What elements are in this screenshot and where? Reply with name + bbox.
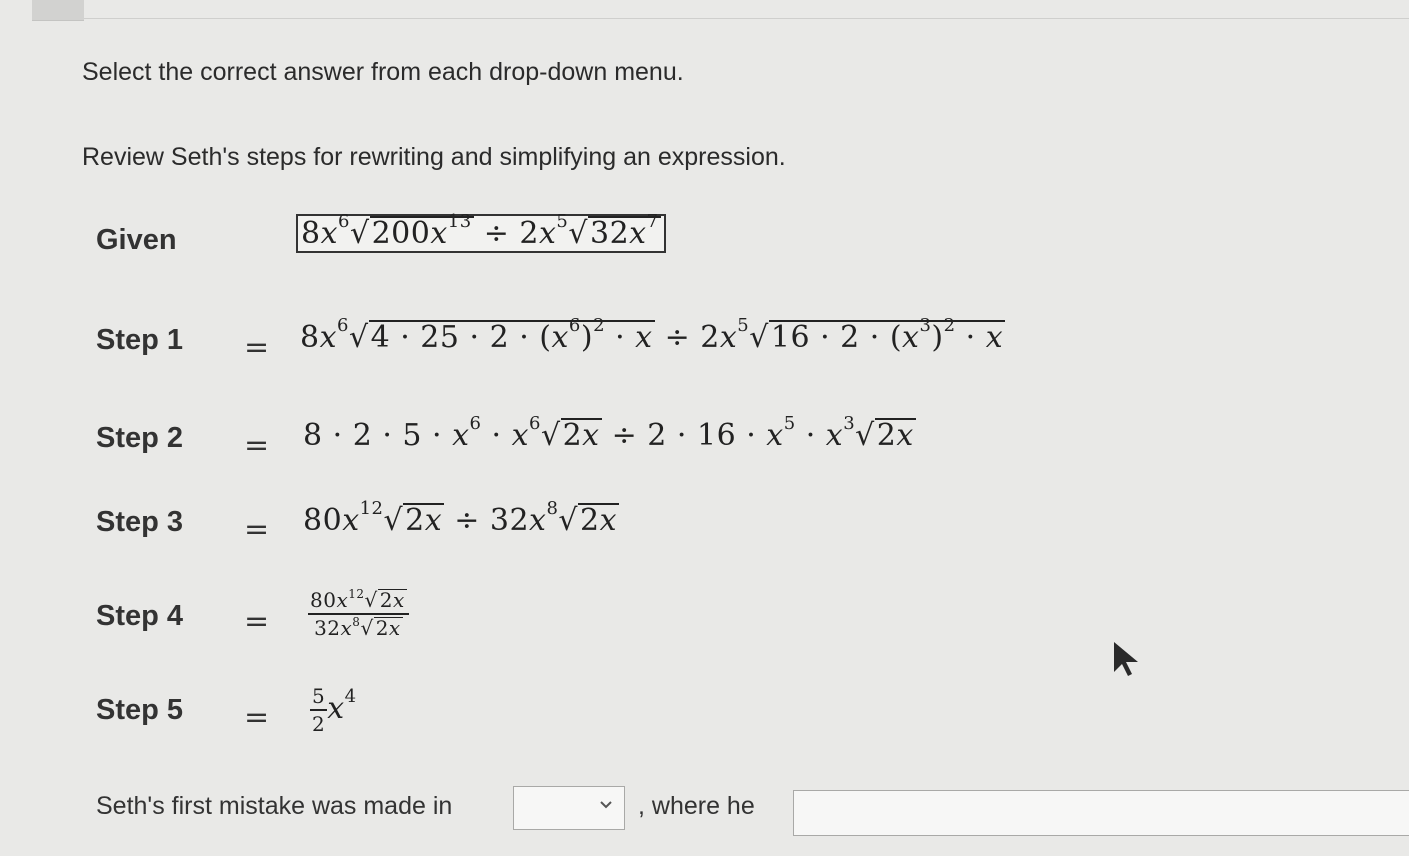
step-dropdown[interactable]	[513, 786, 625, 830]
step3-equals: =	[244, 512, 270, 547]
step1-expression: $8x^6√4 \cdot 25 \cdot 2 \cdot (x^6)^2 \cdot x \div 2x^5√16 \cdot 2 \cdot (x^3)^2 \cdot x$	[300, 315, 1004, 355]
step2-expression: $8 \cdot 2 \cdot 5 \cdot x^6 \cdot x^6√2x \div 2 \cdot 16 \cdot x^5 \cdot x^3√2x$	[303, 413, 914, 453]
top-tab	[32, 0, 84, 21]
top-divider	[84, 18, 1409, 19]
step5-expression: $\frac{5}{2}$ $x^4$	[312, 684, 357, 736]
step1-label: Step 1	[96, 324, 184, 356]
where-he-text: , where he	[638, 792, 755, 820]
given-label: Given	[96, 224, 177, 256]
step5-label: Step 5	[96, 694, 184, 726]
step4-expression: $\frac{80x^{12}√ 2x}{32x^8√ 2x}$	[308, 588, 409, 640]
step2-label: Step 2	[96, 422, 184, 454]
step3-expression: $80x^{12}√2x \div 32x^8√2x$	[303, 498, 618, 538]
step4-equals: =	[244, 604, 270, 639]
reason-dropdown[interactable]	[793, 790, 1409, 836]
step3-label: Step 3	[96, 506, 184, 538]
chevron-down-icon	[598, 795, 614, 821]
given-expression: $8x^6√200x^{13} \div 2x^5√32x^7$	[296, 216, 666, 251]
step2-equals: =	[244, 428, 270, 463]
step4-label: Step 4	[96, 600, 184, 632]
instruction-text: Select the correct answer from each drop-down menu.	[82, 58, 684, 86]
step1-equals: =	[244, 330, 270, 365]
mouse-cursor-icon	[1110, 640, 1140, 680]
mistake-prompt: Seth's first mistake was made in	[96, 792, 453, 820]
step5-equals: =	[244, 700, 270, 735]
review-text: Review Seth's steps for rewriting and simplifying an expression.	[82, 143, 786, 171]
